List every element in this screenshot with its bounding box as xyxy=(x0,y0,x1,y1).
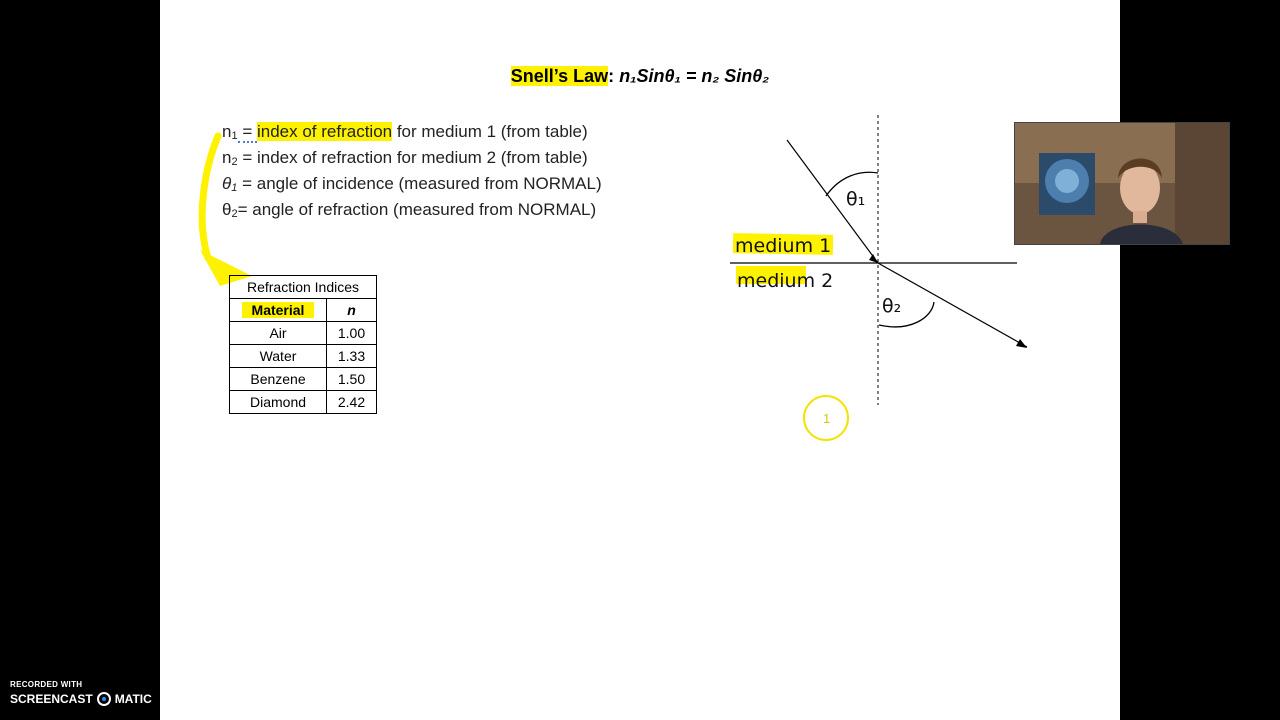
webcam-overlay xyxy=(1014,122,1230,245)
watermark-brand xyxy=(10,692,152,706)
table-cell: Benzene xyxy=(230,368,327,391)
refraction-table xyxy=(229,275,377,414)
table-cell: Water xyxy=(230,345,327,368)
cursor-marker-label: 1 xyxy=(823,411,831,426)
def-subscript: 2 xyxy=(231,156,238,168)
table-cell: Air xyxy=(230,322,327,345)
def-text: for medium 1 (from table) xyxy=(392,122,588,141)
medium1-label: medium 1 xyxy=(735,235,832,257)
table-caption: Refraction Indices xyxy=(230,276,377,299)
def-highlight: index of refraction xyxy=(256,122,393,141)
theta2-label: θ₂ xyxy=(882,295,902,317)
screencast-watermark xyxy=(10,680,152,706)
incident-arrowhead xyxy=(869,254,878,263)
def-text: angle of incidence (measured from NORMAL) xyxy=(256,174,602,193)
def-equals: = xyxy=(237,174,257,193)
table-cell: 1.33 xyxy=(327,345,377,368)
watermark-matic: MATIC xyxy=(114,692,152,706)
table-cell: 1.50 xyxy=(327,368,377,391)
table-cell: 2.42 xyxy=(327,391,377,414)
medium2-label: medium 2 xyxy=(737,270,834,292)
def-symbol: n xyxy=(222,122,232,141)
table-header-n: n xyxy=(327,299,377,322)
def-equals: = xyxy=(237,200,253,219)
slide xyxy=(160,0,1120,720)
def-subscript: 1 xyxy=(231,182,238,194)
def-text: angle of refraction (measured from NORMAL) xyxy=(252,200,597,219)
refracted-arrowhead xyxy=(1016,339,1027,348)
def-subscript: 1 xyxy=(231,130,238,142)
theta1-label: θ₁ xyxy=(846,188,866,210)
presenter-video xyxy=(1015,123,1229,244)
table-row xyxy=(230,322,377,345)
snells-law-equation: n₁Sinθ₁ = n₂ Sinθ₂ xyxy=(619,66,770,86)
record-icon xyxy=(97,692,111,706)
table-header-material xyxy=(230,299,327,322)
def-symbol: θ xyxy=(222,174,232,193)
def-symbol: n xyxy=(222,148,232,167)
def-symbol: θ xyxy=(222,200,232,219)
highlighter-arrow xyxy=(202,136,218,258)
def-text: index of refraction for medium 2 (from table) xyxy=(256,148,588,167)
table-row xyxy=(230,391,377,414)
watermark-recorded-with: RECORDED WITH xyxy=(10,680,83,689)
def-subscript: 2 xyxy=(231,208,238,220)
title-label: Snell’s Law xyxy=(510,66,609,86)
def-equals: = xyxy=(237,148,257,167)
material-header-text: Material xyxy=(242,302,315,318)
table-row xyxy=(230,368,377,391)
table-cell: 1.00 xyxy=(327,322,377,345)
table-row xyxy=(230,345,377,368)
title-colon: : xyxy=(608,66,615,86)
watermark-screencast: SCREENCAST xyxy=(10,692,93,706)
table-cell: Diamond xyxy=(230,391,327,414)
def-equals: = xyxy=(237,122,257,141)
